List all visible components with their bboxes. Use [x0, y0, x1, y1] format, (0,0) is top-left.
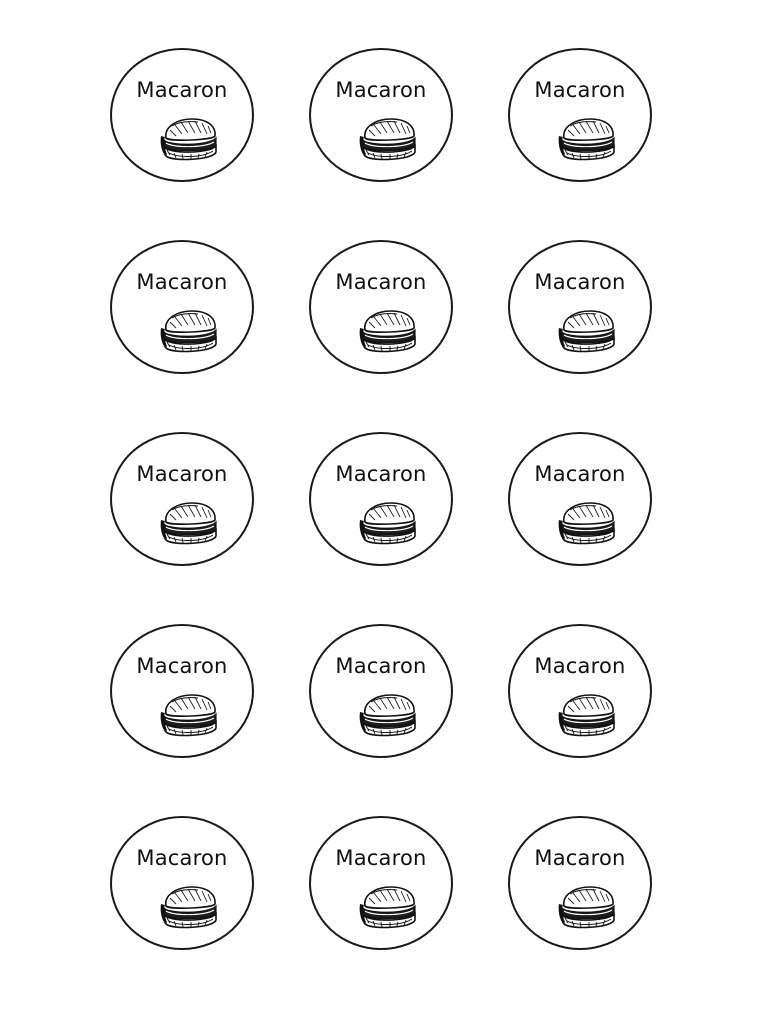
sticker-label: Macaron [534, 654, 626, 678]
macaron-illustration-icon [556, 308, 618, 358]
macaron-sticker [309, 624, 453, 758]
macaron-sticker [309, 240, 453, 374]
sticker-label: Macaron [335, 846, 427, 870]
sticker-label: Macaron [534, 462, 626, 486]
macaron-sticker [110, 240, 254, 374]
macaron-sticker [309, 432, 453, 566]
macaron-sticker [309, 48, 453, 182]
sticker-label: Macaron [534, 846, 626, 870]
macaron-illustration-icon [357, 308, 419, 358]
macaron-illustration-icon [158, 884, 220, 934]
macaron-sticker [110, 48, 254, 182]
macaron-sticker [508, 432, 652, 566]
macaron-illustration-icon [357, 116, 419, 166]
sticker-label: Macaron [136, 462, 228, 486]
sticker-label: Macaron [136, 78, 228, 102]
macaron-sticker [110, 816, 254, 950]
macaron-illustration-icon [357, 500, 419, 550]
macaron-illustration-icon [357, 884, 419, 934]
sticker-label: Macaron [335, 654, 427, 678]
macaron-sticker [508, 816, 652, 950]
macaron-sticker [508, 240, 652, 374]
macaron-illustration-icon [556, 116, 618, 166]
macaron-illustration-icon [158, 692, 220, 742]
macaron-illustration-icon [158, 308, 220, 358]
macaron-illustration-icon [158, 500, 220, 550]
macaron-illustration-icon [556, 692, 618, 742]
macaron-illustration-icon [158, 116, 220, 166]
sticker-label: Macaron [335, 462, 427, 486]
sticker-label: Macaron [534, 78, 626, 102]
macaron-sticker [110, 432, 254, 566]
macaron-illustration-icon [556, 884, 618, 934]
sticker-label: Macaron [335, 270, 427, 294]
macaron-sticker [110, 624, 254, 758]
macaron-sticker [309, 816, 453, 950]
sticker-label: Macaron [136, 654, 228, 678]
macaron-sticker [508, 48, 652, 182]
sticker-label: Macaron [136, 270, 228, 294]
sticker-label: Macaron [534, 270, 626, 294]
macaron-sticker [508, 624, 652, 758]
macaron-illustration-icon [556, 500, 618, 550]
sticker-label: Macaron [335, 78, 427, 102]
macaron-illustration-icon [357, 692, 419, 742]
sticker-label: Macaron [136, 846, 228, 870]
